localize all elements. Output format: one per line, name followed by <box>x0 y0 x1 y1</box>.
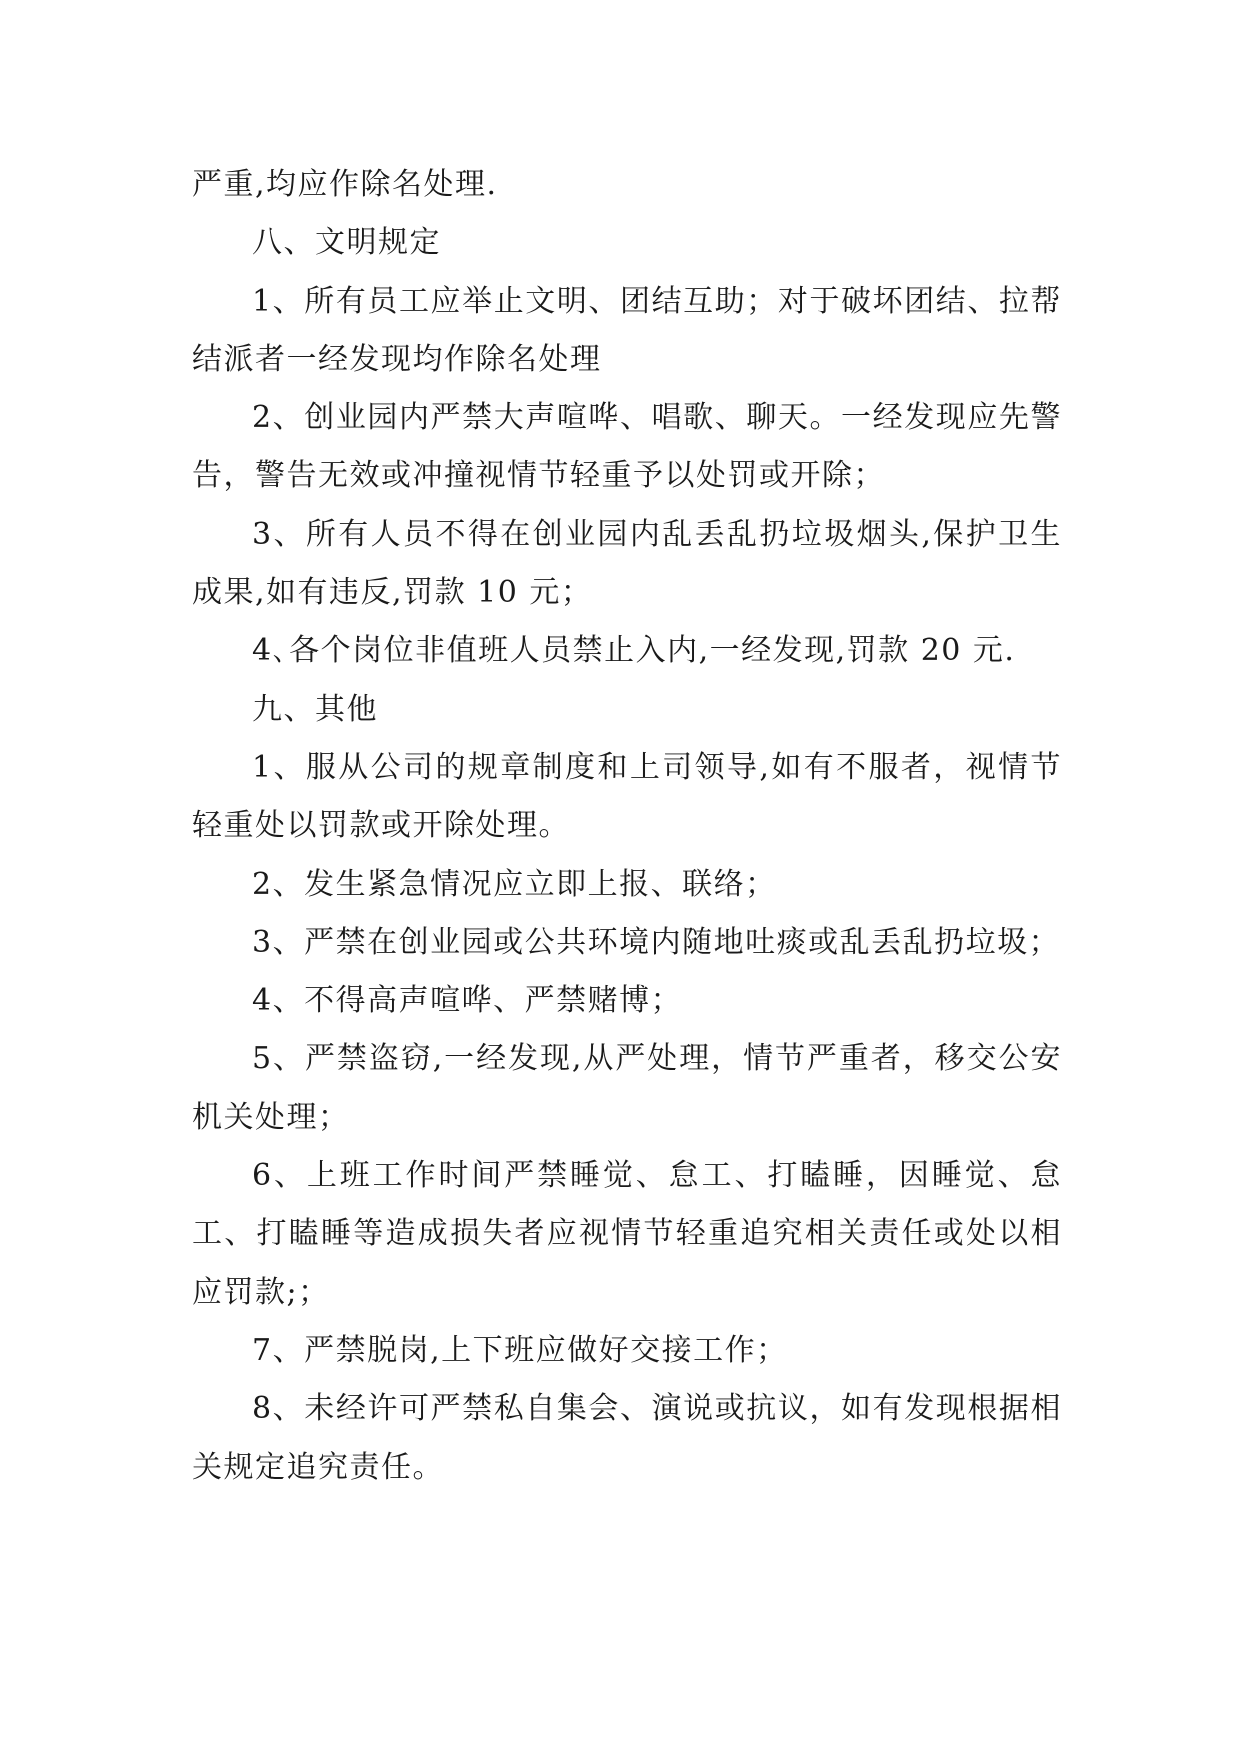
paragraph-continuation: 严重,均应作除名处理. <box>192 167 498 202</box>
paragraph-other-6: 6、上班工作时间严禁睡觉、怠工、打瞌睡，因睡觉、怠工、打瞌睡等造成损失者应视情节轻重追究相关责任或处以相应罚款;； <box>192 1158 1062 1310</box>
section-heading-other: 九、其他 <box>252 691 378 727</box>
section-heading-civility: 八、文明规定 <box>252 225 441 261</box>
paragraph-civility-2: 2、创业园内严禁大声喧哗、唱歌、聊天。一经发现应先警告，警告无效或冲撞视情节轻重予以处罚或开除； <box>192 400 1062 494</box>
paragraph-other-2: 2、发生紧急情况应立即上报、联络； <box>252 866 777 902</box>
paragraph-civility-4: 4､各个岗位非值班人员禁止入内,一经发现,罚款 20 元. <box>252 633 1016 669</box>
paragraph-other-5: 5、严禁盗窃,一经发现,从严处理，情节严重者，移交公安机关处理； <box>192 1041 1062 1135</box>
paragraph-other-3: 3、严禁在创业园或公共环境内随地吐痰或乱丢乱扔垃圾； <box>252 924 1061 960</box>
paragraph-civility-3: 3、所有人员不得在创业园内乱丢乱扔垃圾烟头,保护卫生成果,如有违反,罚款 10 元； <box>192 516 1062 611</box>
paragraph-other-7: 7、严禁脱岗,上下班应做好交接工作； <box>252 1332 788 1368</box>
paragraph-other-4: 4、不得高声喧哗、严禁赌博； <box>252 983 683 1019</box>
document-body <box>192 156 1062 1497</box>
paragraph-civility-1: 1、所有员工应举止文明、团结互助；对于破坏团结、拉帮结派者一经发现均作除名处理 <box>192 283 1062 377</box>
paragraph-other-8: 8、未经许可严禁私自集会、演说或抗议，如有发现根据相关规定追究责任。 <box>192 1391 1062 1485</box>
paragraph-other-1: 1、服从公司的规章制度和上司领导,如有不服者，视情节轻重处以罚款或开除处理。 <box>192 749 1062 844</box>
